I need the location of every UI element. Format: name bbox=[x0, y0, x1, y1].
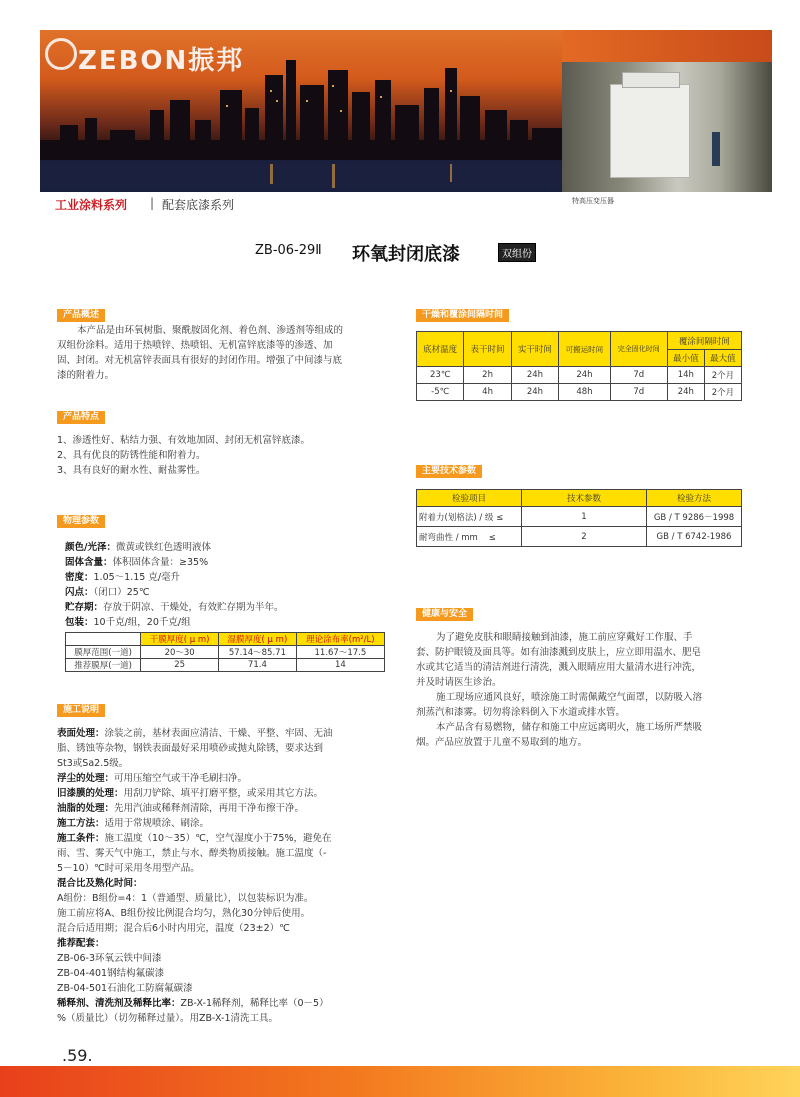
table-header-cell: 技术参数 bbox=[522, 490, 647, 507]
section-heading-physical: 物理参数 bbox=[57, 515, 105, 528]
table-cell: 14h bbox=[667, 367, 704, 384]
table-header-cell: 最小值 bbox=[667, 350, 704, 367]
application-line: 5－10）℃时可采用冬用型产品。 bbox=[57, 863, 200, 874]
table-row bbox=[66, 659, 385, 672]
feature-item: 1、渗透性好、粘结力强、有效地加固、封闭无机富锌底漆。 bbox=[57, 435, 311, 446]
application-line: ZB-06-3环氧云铁中间漆 bbox=[57, 953, 162, 964]
application-subheading: 混合比及熟化时间： bbox=[57, 878, 143, 889]
table-header-cell bbox=[66, 633, 141, 646]
table-cell: 1 bbox=[522, 507, 647, 527]
application-line: 表面处理：涂装之前，基材表面应清洁、干燥、平整、牢固、无油 bbox=[57, 728, 333, 739]
section-heading-technical: 主要技术参数 bbox=[416, 465, 482, 478]
table-row bbox=[417, 507, 742, 527]
physical-row-packaging: 包装：10千克/组，20千克/组 bbox=[65, 617, 191, 628]
table-cell: 71.4 bbox=[219, 659, 297, 672]
application-line: 浮尘的处理：可用压缩空气或干净毛刷扫净。 bbox=[57, 773, 248, 784]
safety-line: 水或其它适当的清洁剂进行清洗，溅入眼睛应用大量清水进行冲洗， bbox=[416, 662, 702, 673]
table-cell: 25 bbox=[141, 659, 219, 672]
table-cell: 24h bbox=[667, 384, 704, 401]
application-line: 旧漆膜的处理：用刮刀铲除、填平打磨平整，或采用其它方法。 bbox=[57, 788, 324, 799]
safety-line: 烟。产品应放置于儿童不易取到的地方。 bbox=[416, 737, 588, 748]
table-header-cell: 检验方法 bbox=[647, 490, 742, 507]
product-code: ZB-06-29Ⅱ bbox=[255, 243, 322, 258]
table-cell: 20～30 bbox=[141, 646, 219, 659]
table-cell: 2个月 bbox=[704, 384, 741, 401]
application-line: 稀释剂、清洗剂及稀释比率：ZB-X-1稀释剂，稀释比率（0－5） bbox=[57, 998, 329, 1009]
application-line: A组份：B组份=4：1（普通型、质量比），以包装标识为准。 bbox=[57, 893, 314, 904]
application-line: 油脂的处理：先用汽油或稀释剂清除，再用干净布擦干净。 bbox=[57, 803, 305, 814]
feature-item: 3、具有良好的耐水性、耐盐雾性。 bbox=[57, 465, 206, 476]
application-subheading: 推荐配套： bbox=[57, 938, 105, 949]
table-cell: 7d bbox=[610, 384, 667, 401]
table-header-cell: 覆涂间隔时间 bbox=[667, 332, 741, 350]
brand-strip bbox=[562, 30, 772, 62]
table-header-cell: 理论涂布率(m²/L) bbox=[296, 633, 384, 646]
drying-time-table bbox=[416, 331, 742, 401]
section-heading-application: 施工说明 bbox=[57, 704, 105, 717]
table-row bbox=[417, 367, 742, 384]
overview-line: 双组份涂料。适用于热喷锌、热喷铝、无机富锌底漆等的渗透、加 bbox=[57, 340, 333, 351]
table-cell: 2个月 bbox=[704, 367, 741, 384]
table-cell: 4h bbox=[464, 384, 511, 401]
table-row bbox=[417, 384, 742, 401]
table-header-cell: 完全固化时间 bbox=[610, 332, 667, 367]
section-heading-safety: 健康与安全 bbox=[416, 608, 473, 621]
safety-line: 并及时请医生诊治。 bbox=[416, 677, 502, 688]
technical-params-table bbox=[416, 489, 742, 547]
table-header-cell: 可搬运时间 bbox=[559, 332, 611, 367]
table-cell: 7d bbox=[610, 367, 667, 384]
table-cell: GB / T 6742-1986 bbox=[647, 527, 742, 547]
application-line: 雨、雪、雾天气中施工，禁止与水、醇类物质接触。施工温度（- bbox=[57, 848, 327, 859]
safety-line: 剂蒸汽和漆雾。切勿将涂料倒入下水道或排水管。 bbox=[416, 707, 626, 718]
table-header-cell: 表干时间 bbox=[464, 332, 511, 367]
application-line: ZB-04-401钢结构氟碳漆 bbox=[57, 968, 165, 979]
physical-row-density: 密度：1.05～1.15 克/毫升 bbox=[65, 572, 181, 583]
table-header-cell: 底材温度 bbox=[417, 332, 464, 367]
application-line: 混合后适用期；混合后6小时内用完，温度（23±2）℃ bbox=[57, 923, 290, 934]
table-cell: 14 bbox=[296, 659, 384, 672]
table-cell: 2 bbox=[522, 527, 647, 547]
table-cell: 膜厚范围(一道) bbox=[66, 646, 141, 659]
overview-line: 漆的附着力。 bbox=[57, 370, 115, 381]
table-cell: GB / T 9286－1998 bbox=[647, 507, 742, 527]
table-cell: 23℃ bbox=[417, 367, 464, 384]
safety-line: 套、防护眼镜及面具等。如有油漆溅到皮肤上，应立即用温水、肥皂 bbox=[416, 647, 702, 658]
application-line: 施工条件：施工温度（10～35）℃，空气湿度小于75%，避免在 bbox=[57, 833, 332, 844]
physical-row-color: 颜色/光泽：微黄或铁红色透明液体 bbox=[65, 542, 211, 553]
application-line: St3或Sa2.5级。 bbox=[57, 758, 129, 769]
overview-line: 本产品是由环氧树脂、聚酰胺固化剂、着色剂、渗透剂等组成的 bbox=[77, 325, 344, 336]
page-number: .59. bbox=[62, 1046, 93, 1065]
table-cell: 24h bbox=[559, 367, 611, 384]
series-label: 工业涂料系列 bbox=[55, 198, 128, 212]
table-cell: 附着力(划格法) / 级 ≤ bbox=[417, 507, 522, 527]
physical-row-storage: 贮存期：存放于阴凉、干燥处，有效贮存期为半年。 bbox=[65, 602, 284, 613]
safety-line: 本产品含有易燃物，储存和施工中应远离明火，施工场所严禁吸 bbox=[436, 722, 703, 733]
component-badge: 双组份 bbox=[498, 243, 536, 262]
feature-item: 2、具有优良的防锈性能和附着力。 bbox=[57, 450, 206, 461]
series-separator: | bbox=[150, 196, 155, 210]
table-cell: -5℃ bbox=[417, 384, 464, 401]
table-header-cell: 干膜厚度( μ m) bbox=[141, 633, 219, 646]
application-line: ZB-04-501石油化工防腐氟碳漆 bbox=[57, 983, 193, 994]
table-cell: 57.14～85.71 bbox=[219, 646, 297, 659]
section-heading-drying: 干燥和覆涂间隔时间 bbox=[416, 309, 509, 322]
table-header-cell: 检验项目 bbox=[417, 490, 522, 507]
film-thickness-table bbox=[65, 632, 385, 672]
table-cell: 推荐膜厚(一道) bbox=[66, 659, 141, 672]
table-row bbox=[417, 527, 742, 547]
sub-series-label: 配套底漆系列 bbox=[162, 198, 235, 212]
brand-logo-text: ZEBON振邦 bbox=[78, 46, 245, 76]
table-cell: 11.67～17.5 bbox=[296, 646, 384, 659]
physical-row-flashpoint: 闪点：（闭口）25℃ bbox=[65, 587, 150, 598]
safety-line: 施工现场应通风良好，喷涂施工时需佩戴空气面罩，以防吸入溶 bbox=[436, 692, 703, 703]
transformer-photo bbox=[562, 62, 772, 192]
table-cell: 2h bbox=[464, 367, 511, 384]
table-cell: 24h bbox=[511, 367, 558, 384]
safety-line: 为了避免皮肤和眼睛接触到油漆，施工前应穿戴好工作服、手 bbox=[436, 632, 693, 643]
physical-row-solids: 固体含量：体积固体含量：≥35% bbox=[65, 557, 209, 568]
application-line: 施工方法：适用于常规喷涂、刷涂。 bbox=[57, 818, 210, 829]
section-heading-features: 产品特点 bbox=[57, 411, 105, 424]
application-line: %（质量比）（切勿稀释过量）。用ZB-X-1清洗工具。 bbox=[57, 1013, 279, 1024]
photo-caption: 特高压变压器 bbox=[572, 197, 614, 205]
overview-line: 固、封闭。对无机富锌表面具有很好的封闭作用。增强了中间漆与底 bbox=[57, 355, 343, 366]
table-cell: 24h bbox=[511, 384, 558, 401]
table-row bbox=[66, 646, 385, 659]
section-heading-overview: 产品概述 bbox=[57, 309, 105, 322]
table-cell: 48h bbox=[559, 384, 611, 401]
application-line: 施工前应将A、B组份按比例混合均匀，熟化30分钟后使用。 bbox=[57, 908, 311, 919]
application-line: 脂、锈蚀等杂物，钢铁表面最好采用喷砂或抛丸除锈，要求达到 bbox=[57, 743, 324, 754]
footer-gradient-bar bbox=[0, 1066, 800, 1097]
table-header-cell: 湿膜厚度( μ m) bbox=[219, 633, 297, 646]
table-cell: 耐弯曲性 / mm ≤ bbox=[417, 527, 522, 547]
product-name: 环氧封闭底漆 bbox=[352, 244, 460, 265]
transformer-top bbox=[622, 72, 680, 88]
table-header-cell: 最大值 bbox=[704, 350, 741, 367]
transformer-unit bbox=[610, 84, 690, 178]
zebon-logo-icon bbox=[45, 38, 77, 70]
table-header-cell: 实干时间 bbox=[511, 332, 558, 367]
worker-figure bbox=[712, 132, 720, 166]
